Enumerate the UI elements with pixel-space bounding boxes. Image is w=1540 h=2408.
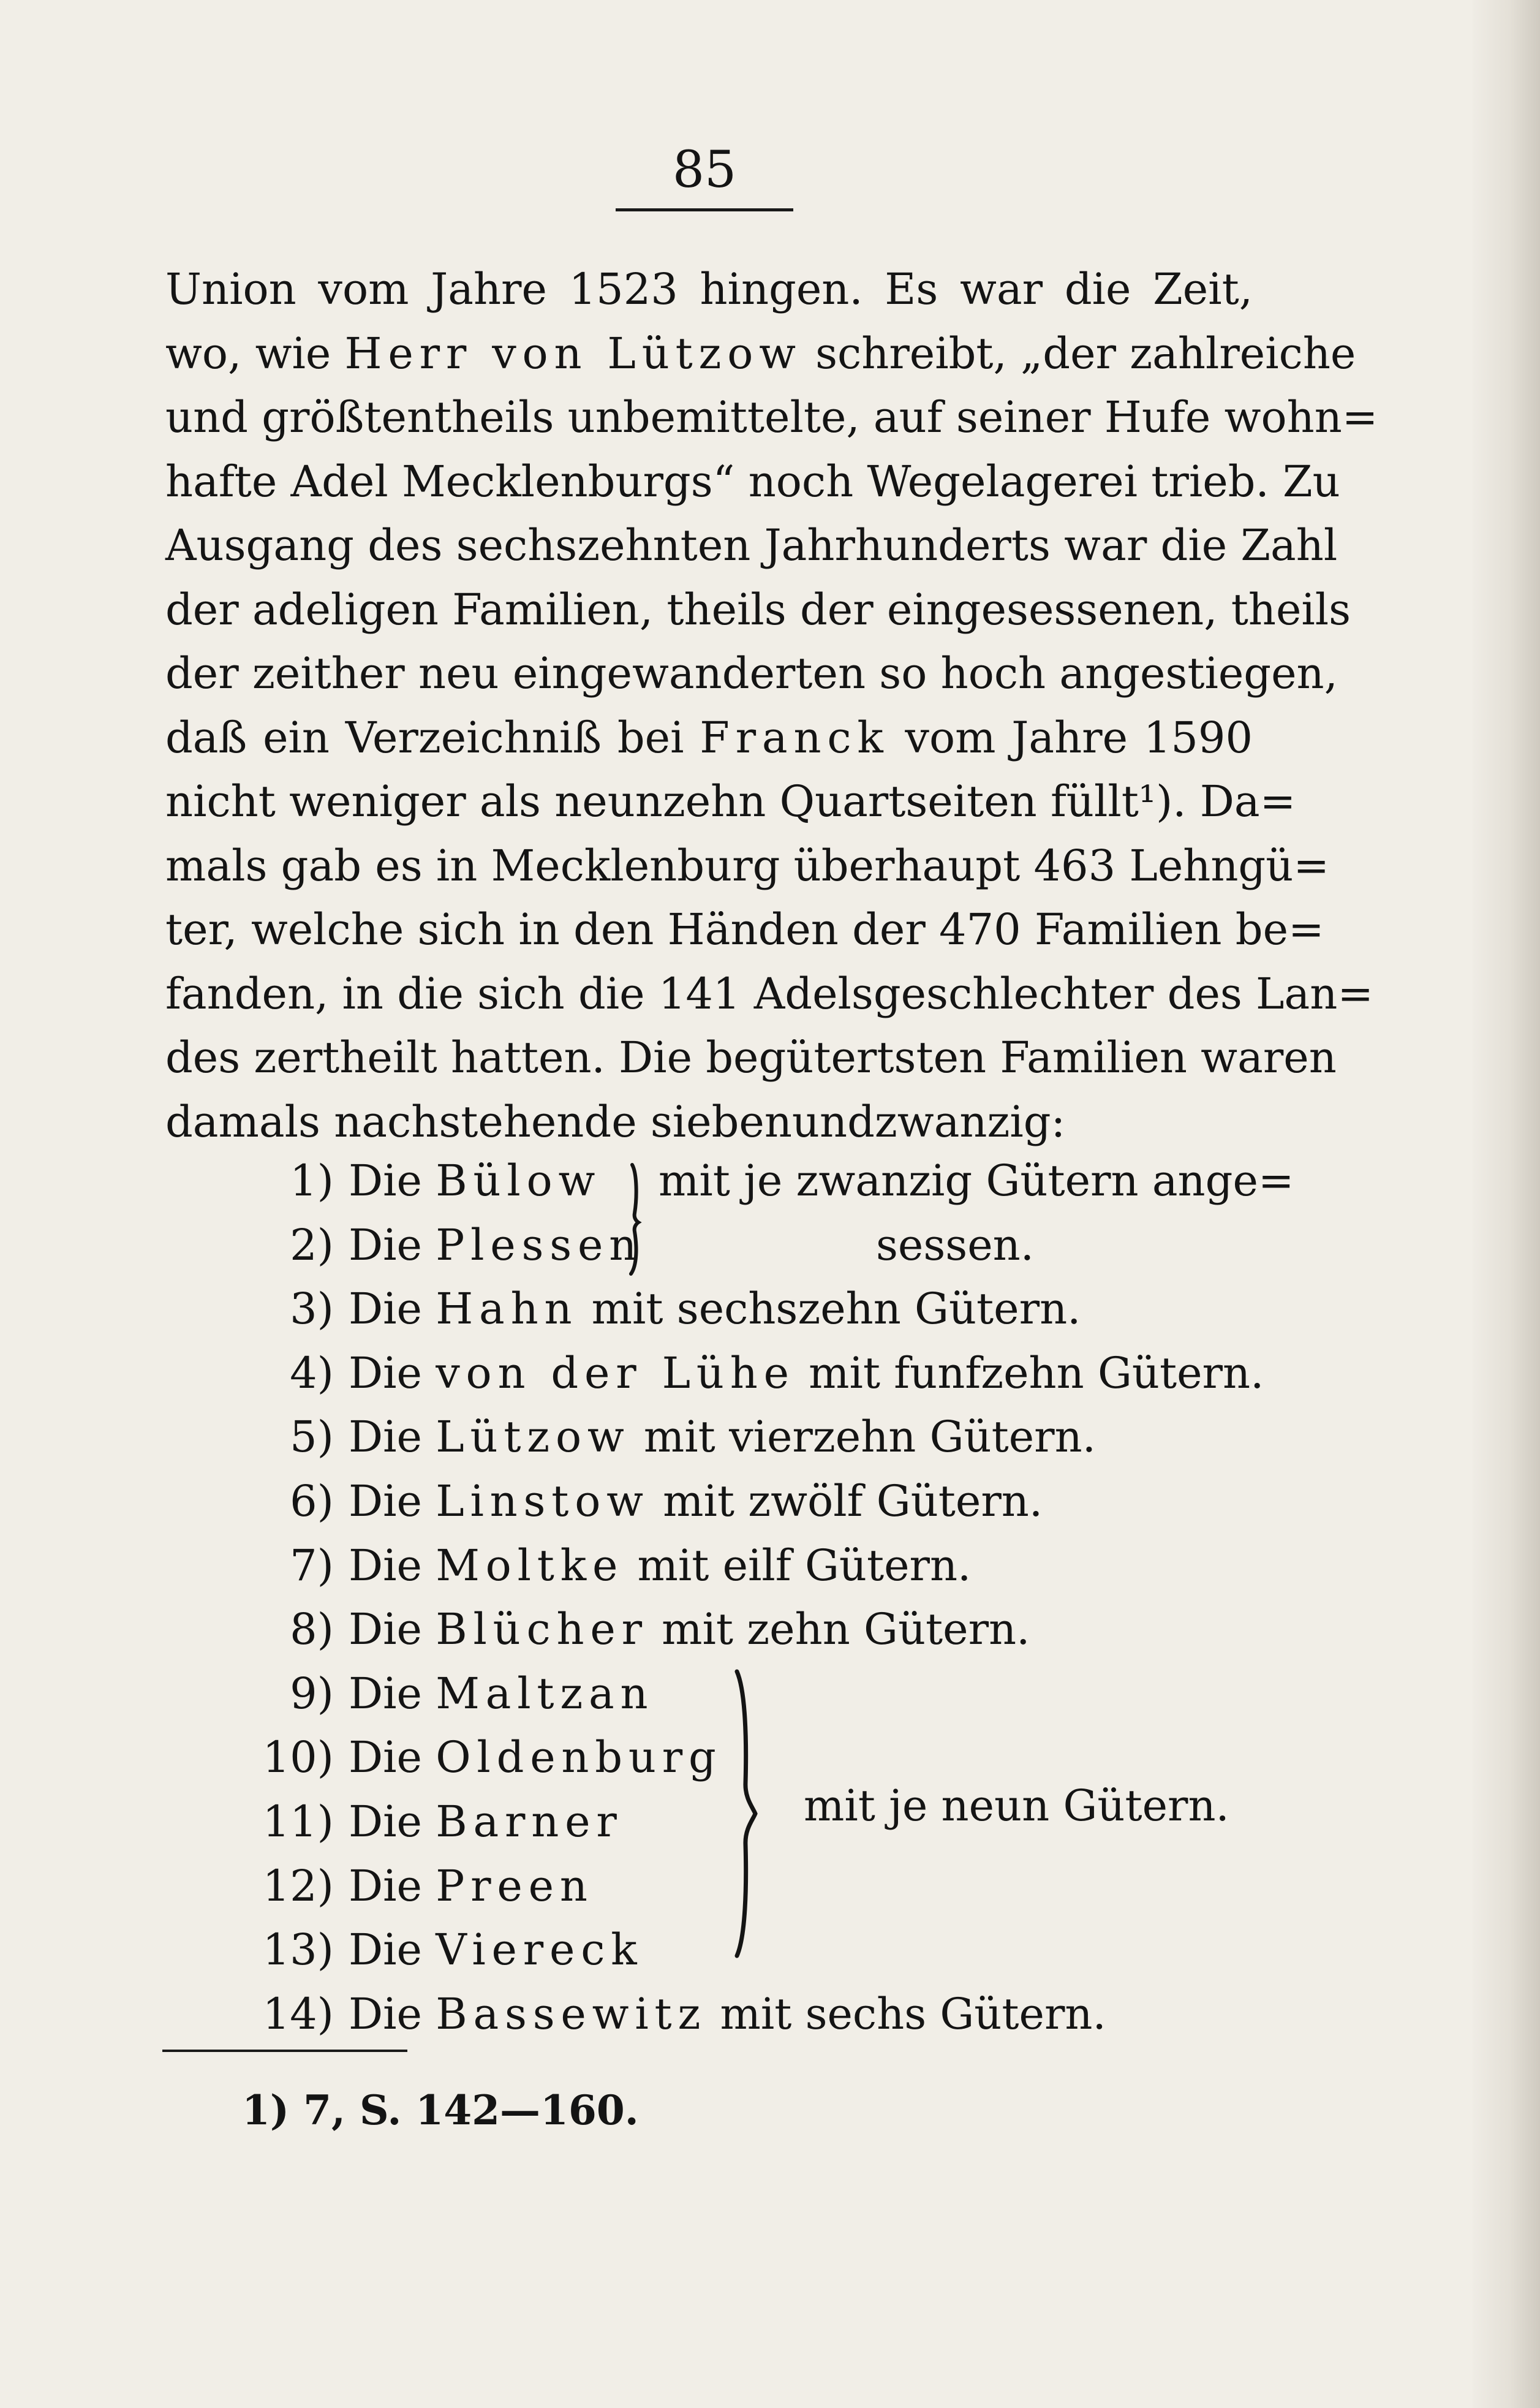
- list-item-family-name: Lützow: [436, 1412, 630, 1463]
- list-item-number: 2): [290, 1219, 334, 1270]
- text-line: [165, 898, 1324, 962]
- text-segment: Franck: [700, 712, 889, 763]
- list-item: [236, 1277, 1081, 1341]
- list-item-estates: mit sechszehn Gütern.: [591, 1284, 1081, 1335]
- text-segment: der adeligen Familien, theils der eingesessenen, theils: [165, 584, 1351, 635]
- list-item-family-name: Blücher: [436, 1604, 648, 1655]
- text-segment: daß ein Verzeichniß bei: [165, 712, 700, 763]
- list-item-estates: mit eilf Gütern.: [637, 1540, 972, 1591]
- brace-group-2: [732, 1667, 763, 1961]
- list-item-family-name: Maltzan: [436, 1668, 654, 1719]
- text-line: [165, 706, 1253, 770]
- text-segment: ter, welche sich in den Händen der 470 Familien be=: [165, 904, 1324, 955]
- list-item-family-name: Viereck: [436, 1925, 643, 1975]
- text-segment: Union vom Jahre 1523 hingen. Es war die Zeit,: [165, 264, 1253, 314]
- list-item-prefix: Die: [349, 1476, 422, 1526]
- body-paragraph: [165, 257, 1378, 1154]
- list-item-prefix: Die: [349, 1797, 422, 1847]
- footnote: 1) 7, S. 142—160.: [242, 2086, 639, 2134]
- text-line: [165, 1090, 1253, 1154]
- text-segment: der zeither neu eingewanderten so hoch angestiegen,: [165, 648, 1338, 699]
- list-item-estates: mit vierzehn Gütern.: [643, 1412, 1096, 1463]
- list-item-number: 7): [290, 1540, 334, 1591]
- list-item-estates: mit zehn Gütern.: [662, 1604, 1030, 1655]
- list-item-prefix: Die: [349, 1412, 422, 1463]
- list-item: [236, 1725, 722, 1789]
- text-line: [165, 578, 1351, 642]
- list-item: [236, 1149, 601, 1213]
- list-item-prefix: Die: [349, 1540, 422, 1591]
- text-segment: fanden, in die sich die 141 Adelsgeschlechter des Lan=: [165, 968, 1373, 1019]
- list-item-prefix: Die: [349, 1604, 422, 1655]
- list-item: [236, 1982, 1106, 2046]
- list-item-prefix: Die: [349, 1732, 422, 1783]
- text-line: [165, 257, 1253, 322]
- list-item-prefix: Die: [349, 1347, 422, 1398]
- list-item-prefix: Die: [349, 1925, 422, 1975]
- brace-group-1: [624, 1161, 648, 1278]
- list-item: [236, 1213, 643, 1277]
- list-item-family-name: Barner: [436, 1797, 623, 1847]
- list-item: [236, 1534, 971, 1597]
- text-segment: mals gab es in Mecklenburg überhaupt 463 Lehngü=: [165, 840, 1329, 891]
- list-item-number: 10): [262, 1732, 334, 1783]
- text-segment: nicht weniger als neunzehn Quartseiten füllt¹). Da=: [165, 776, 1296, 827]
- list-item-estates: mit zwölf Gütern.: [663, 1476, 1043, 1526]
- list-item: [236, 1405, 1096, 1469]
- brace-group-2-text: mit je neun Gütern.: [804, 1781, 1229, 1831]
- page-edge-shadow: [1473, 0, 1540, 2408]
- text-line: [165, 450, 1340, 514]
- text-segment: Herr von Lützow: [344, 328, 802, 379]
- text-segment: vom Jahre 1590: [889, 712, 1253, 763]
- list-item-prefix: Die: [349, 1988, 422, 2039]
- text-segment: des zertheilt hatten. Die begütertsten Familien waren: [165, 1032, 1337, 1083]
- list-item-family-name: Hahn: [436, 1284, 578, 1335]
- list-item: [236, 1662, 654, 1725]
- text-line: [165, 513, 1338, 578]
- list-item-number: 5): [290, 1412, 334, 1463]
- list-item-prefix: Die: [349, 1860, 422, 1911]
- list-item-estates: mit funfzehn Gütern.: [809, 1347, 1264, 1398]
- list-item: [236, 1918, 643, 1982]
- list-item-number: 4): [290, 1347, 334, 1398]
- list-item-family-name: Preen: [436, 1860, 594, 1911]
- header-rule: [616, 208, 793, 211]
- text-line: [165, 834, 1329, 898]
- footnote-rule: [162, 2050, 407, 2052]
- list-item-family-name: Linstow: [436, 1476, 649, 1526]
- page-number: 85: [672, 141, 737, 199]
- text-segment: wo, wie: [165, 328, 345, 379]
- list-item-number: 9): [290, 1668, 334, 1719]
- list-item-prefix: Die: [349, 1156, 422, 1206]
- list-item-family-name: Oldenburg: [436, 1732, 722, 1783]
- list-item-family-name: von der Lühe: [436, 1347, 795, 1398]
- text-line: [165, 962, 1373, 1026]
- list-item-number: 13): [262, 1925, 334, 1975]
- text-line: [165, 770, 1296, 834]
- list-item: [236, 1341, 1264, 1405]
- list-item: [236, 1469, 1043, 1533]
- brace-group-1-text-line1: mit je zwanzig Gütern ange=: [659, 1156, 1294, 1206]
- list-item-number: 11): [262, 1797, 334, 1847]
- list-item-number: 12): [262, 1860, 334, 1911]
- list-item-number: 3): [290, 1284, 334, 1335]
- list-item-number: 1): [290, 1156, 334, 1206]
- text-segment: hafte Adel Mecklenburgs“ noch Wegelagerei trieb. Zu: [165, 456, 1340, 507]
- list-item-estates: mit sechs Gütern.: [720, 1988, 1106, 2039]
- list-item: [236, 1597, 1030, 1661]
- list-item-prefix: Die: [349, 1668, 422, 1719]
- text-segment: und größtentheils unbemittelte, auf seiner Hufe wohn=: [165, 392, 1378, 442]
- list-item: [236, 1790, 623, 1853]
- list-item-prefix: Die: [349, 1284, 422, 1335]
- text-line: [165, 322, 1356, 386]
- list-item-number: 8): [290, 1604, 334, 1655]
- list-item-family-name: Bassewitz: [436, 1988, 707, 2039]
- text-segment: schreibt, „der zahlreiche: [801, 328, 1356, 379]
- list-item-family-name: Moltke: [436, 1540, 624, 1591]
- list-item-number: 14): [262, 1988, 334, 2039]
- list-item-number: 6): [290, 1476, 334, 1526]
- text-line: [165, 1026, 1337, 1090]
- brace-group-1-text-line2: sessen.: [876, 1220, 1034, 1270]
- list-item-family-name: Bülow: [436, 1156, 602, 1206]
- text-line: [165, 385, 1378, 450]
- list-item: [236, 1854, 594, 1918]
- text-segment: Ausgang des sechszehnten Jahrhunderts war die Zahl: [165, 520, 1338, 570]
- list-item-prefix: Die: [349, 1219, 422, 1270]
- list-item-family-name: Plessen: [436, 1219, 643, 1270]
- text-segment: damals nachstehende siebenundzwanzig:: [165, 1096, 1066, 1147]
- text-line: [165, 642, 1338, 706]
